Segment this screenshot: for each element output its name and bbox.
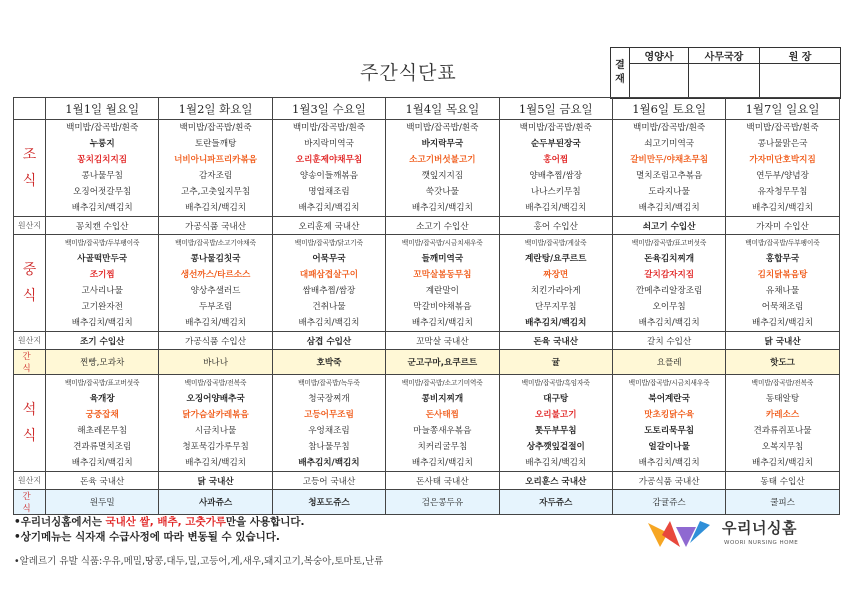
lunch-label: 중 식 — [14, 235, 46, 332]
menu-item: 쌈배추찜/쌈장 — [302, 286, 356, 296]
menu-item: 배추김치/백김치 — [638, 318, 700, 328]
lunch-row — [14, 235, 840, 332]
lunch-cell — [272, 235, 385, 332]
logo — [644, 513, 839, 553]
lunch-origin-row — [14, 332, 840, 350]
breakfast-cell — [272, 120, 385, 217]
menu-item: 콩비지찌개 — [421, 394, 464, 404]
menu-item: 배추김치/백김치 — [638, 203, 700, 213]
menu-item: 쑥갓나물 — [425, 187, 459, 197]
menu-item: 막갈비야채볶음 — [413, 302, 472, 312]
menu-item: 김치닭볶음탕 — [757, 270, 808, 280]
menu-item: 오리훈제야채무침 — [295, 155, 363, 165]
menu-item: 백미밥/잡곡밥/닭고기죽 — [294, 239, 364, 247]
menu-item: 청국장찌개 — [308, 394, 350, 404]
dinner-cell — [499, 375, 612, 472]
menu-item: 배추김치/백김치 — [525, 458, 587, 468]
menu-item: 배추김치/백김치 — [298, 318, 360, 328]
origin-cell: 갈치 수입산 — [612, 332, 725, 350]
header-row — [14, 98, 840, 120]
dinner-cell — [46, 375, 159, 472]
menu-item: 백미밥/잡곡밥/녹두죽 — [298, 379, 360, 387]
menu-item: 어묵채조림 — [761, 302, 804, 312]
menu-item: 홍어찜 — [543, 155, 569, 165]
snack-cell: 쿨피스 — [726, 490, 839, 515]
menu-item: 백미밥/잡곡밥/소고기야채죽 — [175, 239, 257, 247]
approval-box — [610, 47, 841, 99]
menu-item: 해초레몬무침 — [77, 426, 128, 436]
menu-item: 시금치나물 — [194, 426, 237, 436]
note-allergy: •알레르기 유발 식품:우유,메밀,땅콩,대두,밀,고등어,게,새우,돼지고기,복숭아,토마토,난류 — [14, 556, 384, 567]
origin-cell: 가공식품 국내산 — [612, 472, 725, 490]
lunch-cell — [386, 235, 499, 332]
menu-item: 백미밥/잡곡밥/소고기미역죽 — [401, 379, 483, 387]
origin-cell: 닭 국내산 — [159, 472, 272, 490]
menu-item: 동태알탕 — [765, 394, 800, 404]
menu-item: 고등어무조림 — [304, 410, 354, 420]
menu-item: 꼬막살봄동무침 — [413, 270, 472, 280]
menu-item: 콩나물무침 — [81, 171, 123, 181]
day-header: 1월6일 토요일 — [612, 98, 725, 120]
snack-cell: 검은콩두유 — [386, 490, 499, 515]
origin-cell: 소고기 수입산 — [386, 217, 499, 235]
menu-item: 톳두부무침 — [535, 426, 577, 436]
menu-item: 명엽채조림 — [308, 187, 350, 197]
menu-item: 백미밥/잡곡밥/흰죽 — [292, 123, 366, 133]
origin-cell: 홍어 수입산 — [499, 217, 612, 235]
day-header: 1월1일 월요일 — [46, 98, 159, 120]
dinner-cell — [159, 375, 272, 472]
menu-item: 백미밥/잡곡밥/흰죽 — [66, 123, 139, 133]
menu-item: 순두부된장국 — [530, 139, 581, 149]
menu-item: 고사리나물 — [81, 286, 123, 296]
menu-item: 백미밥/잡곡밥/표고버섯죽 — [64, 379, 140, 387]
logo-subtitle: WOORI NURSING HOME — [724, 540, 799, 546]
menu-item: 백미밥/잡곡밥/두부팽이죽 — [745, 239, 820, 247]
snack-label: 간 식 — [14, 350, 46, 375]
menu-item: 깻잎지지짐 — [421, 171, 464, 181]
menu-item: 배추김치/백김치 — [752, 458, 814, 468]
snack-cell: 군고구마,요쿠르트 — [386, 350, 499, 375]
menu-item: 대구탕 — [543, 394, 569, 404]
origin-cell: 조기 수입산 — [46, 332, 159, 350]
origin-cell: 가공식품 수입산 — [159, 332, 272, 350]
menu-item: 고기완자전 — [81, 302, 123, 312]
breakfast-cell — [612, 120, 725, 217]
lunch-cell — [612, 235, 725, 332]
lunch-cell — [46, 235, 159, 332]
menu-item: 들깨미역국 — [421, 254, 464, 264]
snack-cell: 자두쥬스 — [499, 490, 612, 515]
menu-item: 카레소스 — [765, 410, 800, 420]
origin-label: 원산지 — [14, 472, 46, 490]
menu-item: 백미밥/잡곡밥/흰죽 — [406, 123, 479, 133]
origin-cell: 오리훈제 국내산 — [272, 217, 385, 235]
menu-item: 쇠고기미역국 — [644, 139, 695, 149]
menu-item: 오이무침 — [652, 302, 686, 312]
menu-item: 오복지무침 — [761, 442, 804, 452]
menu-item: 가자미단호박지짐 — [749, 155, 816, 165]
snack-cell: 감귤쥬스 — [612, 490, 725, 515]
origin-cell: 꽁치캔 수입산 — [46, 217, 159, 235]
breakfast-cell — [386, 120, 499, 217]
origin-cell: 삼겹 수입산 — [272, 332, 385, 350]
menu-item: 사골떡만두국 — [77, 254, 128, 264]
menu-item: 백미밥/잡곡밥/시금치새우죽 — [628, 379, 710, 387]
menu-item: 갈치감자지짐 — [644, 270, 695, 280]
dinner-cell — [386, 375, 499, 472]
weekly-menu-table — [13, 97, 840, 515]
day-header: 1월5일 금요일 — [499, 98, 612, 120]
menu-item: 백미밥/잡곡밥/게살죽 — [524, 239, 587, 247]
day-header: 1월7일 일요일 — [726, 98, 839, 120]
menu-item: 오징어젓갈무침 — [73, 187, 132, 197]
snack-cell: 바나나 — [159, 350, 272, 375]
menu-item: 배추김치/백김치 — [185, 318, 247, 328]
menu-item: 돈사태찜 — [425, 410, 459, 420]
menu-item: 백미밥/잡곡밥/흰죽 — [633, 123, 706, 133]
origin-cell: 가자미 수입산 — [726, 217, 839, 235]
origin-cell: 돈육 국내산 — [46, 472, 159, 490]
afternoon-snack-row — [14, 350, 840, 375]
menu-item: 궁중잡채 — [85, 410, 119, 420]
origin-cell: 꼬막살 국내산 — [386, 332, 499, 350]
origin-cell: 돈사태 국내산 — [386, 472, 499, 490]
menu-item: 백미밥/잡곡밥/흰죽 — [179, 123, 252, 133]
origin-cell: 쇠고기 수입산 — [612, 217, 725, 235]
dinner-label: 석 식 — [14, 375, 46, 472]
breakfast-origin-row — [14, 217, 840, 235]
menu-item: 우엉채조림 — [308, 426, 350, 436]
menu-item: 백미밥/잡곡밥/전복죽 — [751, 379, 814, 387]
menu-item: 조기찜 — [89, 270, 115, 280]
approval-sign-director[interactable] — [760, 64, 841, 99]
menu-item: 소고기버섯불고기 — [409, 155, 476, 165]
menu-item: 어묵무국 — [312, 254, 346, 264]
dinner-origin-row — [14, 472, 840, 490]
snack-cell: 호박죽 — [272, 350, 385, 375]
menu-item: 양상추샐러드 — [190, 286, 241, 296]
menu-item: 백미밥/잡곡밥/흰죽 — [519, 123, 592, 133]
menu-item: 콩나물김칫국 — [190, 254, 241, 264]
day-header: 1월2일 화요일 — [159, 98, 272, 120]
approval-role-manager: 사무국장 — [689, 48, 760, 64]
menu-item: 배추김치/백김치 — [525, 318, 587, 328]
menu-item: 백미밥/잡곡밥/전복죽 — [184, 379, 247, 387]
breakfast-row — [14, 120, 840, 217]
menu-item: 배추김치/백김치 — [71, 203, 133, 213]
menu-item: 상추깻잎겉절이 — [526, 442, 585, 452]
logo-name: 우리너싱홈 — [722, 519, 797, 537]
menu-item: 북어계란국 — [648, 394, 690, 404]
snack-cell: 원두밀 — [46, 490, 159, 515]
lunch-cell — [159, 235, 272, 332]
menu-item: 청포묵김가루무침 — [182, 442, 249, 452]
menu-item: 마늘쫑새우볶음 — [413, 426, 472, 436]
origin-cell: 오리훈스 국내산 — [499, 472, 612, 490]
menu-item: 치커리굴무침 — [417, 442, 468, 452]
origin-cell: 가공식품 국내산 — [159, 217, 272, 235]
menu-item: 도라지나물 — [648, 187, 690, 197]
approval-sign-dietitian[interactable] — [630, 64, 689, 99]
lunch-cell — [499, 235, 612, 332]
menu-item: 양송이들깨볶음 — [299, 171, 359, 181]
menu-item: 견과류쥐포나물 — [753, 426, 812, 436]
menu-item: 누룽지 — [89, 139, 115, 149]
menu-item: 깐메추리알장조림 — [635, 286, 703, 296]
menu-item: 두부조림 — [198, 302, 233, 312]
snack-cell: 요플레 — [612, 350, 725, 375]
menu-item: 배추김치/백김치 — [411, 458, 473, 468]
menu-item: 고추,고춧잎지무침 — [181, 187, 251, 197]
menu-item: 갈비만두/야채초무침 — [630, 155, 709, 165]
menu-item: 백미밥/잡곡밥/표고버섯죽 — [631, 239, 707, 247]
snack-label: 간 식 — [14, 490, 46, 515]
menu-item: 오징어양배추국 — [186, 394, 245, 404]
day-header: 1월3일 수요일 — [272, 98, 385, 120]
menu-item: 맛초킹닭수육 — [644, 410, 695, 420]
menu-item: 참나물무침 — [308, 442, 350, 452]
menu-item: 배추김치/백김치 — [298, 203, 360, 213]
menu-item: 대패삼겹살구이 — [299, 270, 359, 280]
menu-item: 연두부/양념장 — [756, 171, 809, 181]
menu-item: 배추김치/백김치 — [411, 318, 473, 328]
menu-item: 홍합무국 — [765, 254, 800, 264]
dinner-cell — [726, 375, 839, 472]
approval-label-top: 결 — [615, 60, 625, 71]
origin-cell: 닭 국내산 — [726, 332, 839, 350]
breakfast-cell — [46, 120, 159, 217]
page-title: 주간식단표 — [360, 62, 457, 84]
notes — [14, 515, 383, 569]
menu-item: 너비아니파프리카볶음 — [174, 155, 258, 165]
evening-snack-row — [14, 490, 840, 515]
menu-item: 닭가슴살카레볶음 — [182, 410, 249, 420]
menu-item: 배추김치/백김치 — [71, 458, 133, 468]
menu-item: 치킨가라아게 — [530, 286, 581, 296]
menu-item: 유채나물 — [765, 286, 800, 296]
note-change: •상기메뉴는 식자재 수급사정에 따라 변동될 수 있습니다. — [14, 531, 280, 543]
menu-item: 배추김치/백김치 — [752, 318, 814, 328]
menu-item: 양배추찜/쌈장 — [529, 171, 583, 181]
menu-item: 배추김치/백김치 — [298, 458, 360, 468]
menu-item: 얼갈이나물 — [648, 442, 690, 452]
menu-item: 나나스키무침 — [530, 187, 581, 197]
menu-item: 오리불고기 — [535, 410, 577, 420]
day-header: 1월4일 목요일 — [386, 98, 499, 120]
menu-item: 감자조림 — [198, 171, 233, 181]
menu-item: 짜장면 — [543, 270, 569, 280]
breakfast-cell — [499, 120, 612, 217]
menu-item: 배추김치/백김치 — [752, 203, 814, 213]
menu-item: 배추김치/백김치 — [411, 203, 473, 213]
menu-item: 배추김치/백김치 — [525, 203, 587, 213]
breakfast-cell — [159, 120, 272, 217]
menu-item: 백미밥/잡곡밥/두부팽이죽 — [64, 239, 140, 247]
menu-item: 견과류멸치조림 — [73, 442, 132, 452]
breakfast-label: 조 식 — [14, 120, 46, 217]
approval-sign-manager[interactable] — [689, 64, 760, 99]
lunch-cell — [726, 235, 839, 332]
snack-cell: 찐빵,모과차 — [46, 350, 159, 375]
dinner-cell — [612, 375, 725, 472]
menu-item: 육개장 — [89, 394, 115, 404]
approval-role-director: 원 장 — [760, 48, 841, 64]
origin-cell: 고등어 국내산 — [272, 472, 385, 490]
corner-cell — [14, 98, 46, 120]
snack-cell: 청포도쥬스 — [272, 490, 385, 515]
snack-cell: 사과쥬스 — [159, 490, 272, 515]
menu-item: 바지락무국 — [421, 139, 464, 149]
origin-cell: 동태 수입산 — [726, 472, 839, 490]
origin-cell: 돈육 국내산 — [499, 332, 612, 350]
menu-item: 백미밥/잡곡밥/흰죽 — [746, 123, 819, 133]
approval-label-bottom: 재 — [615, 74, 625, 85]
menu-item: 배추김치/백김치 — [638, 458, 700, 468]
menu-item: 배추김치/백김치 — [185, 203, 247, 213]
menu-item: 도토리묵무침 — [644, 426, 695, 436]
menu-item: 계란말이 — [425, 286, 459, 296]
menu-item: 토란들깨탕 — [194, 139, 237, 149]
dinner-row — [14, 375, 840, 472]
menu-item: 유자청무무침 — [757, 187, 808, 197]
menu-item: 배추김치/백김치 — [71, 318, 133, 328]
menu-item: 백미밥/잡곡밥/시금치새우죽 — [401, 239, 483, 247]
approval-label — [611, 48, 630, 99]
approval-role-dietitian: 영양사 — [630, 48, 689, 64]
menu-item: 돈육김치찌개 — [644, 254, 695, 264]
menu-item: 백미밥/잡곡밥/흑임자죽 — [521, 379, 590, 387]
note-domestic: •우리너싱홈에서는 국내산 쌀, 배추, 고춧가루만을 사용합니다. — [14, 516, 305, 528]
menu-item: 바지락미역국 — [304, 139, 354, 149]
origin-label: 원산지 — [14, 217, 46, 235]
menu-item: 배추김치/백김치 — [185, 458, 247, 468]
breakfast-cell — [726, 120, 839, 217]
menu-item: 꽁치김치지짐 — [77, 155, 128, 165]
menu-item: 생선까스/타르소스 — [180, 270, 251, 280]
menu-item: 단무지무침 — [535, 302, 577, 312]
menu-item: 멸치조림고추볶음 — [635, 171, 703, 181]
menu-item: 계란탕/요쿠르트 — [525, 254, 587, 264]
menu-item: 건취나물 — [312, 302, 346, 312]
menu-item: 콩나물맑은국 — [757, 139, 808, 149]
origin-label: 원산지 — [14, 332, 46, 350]
snack-cell: 핫도그 — [726, 350, 839, 375]
snack-cell: 귤 — [499, 350, 612, 375]
dinner-cell — [272, 375, 385, 472]
logo-icon — [644, 513, 714, 553]
